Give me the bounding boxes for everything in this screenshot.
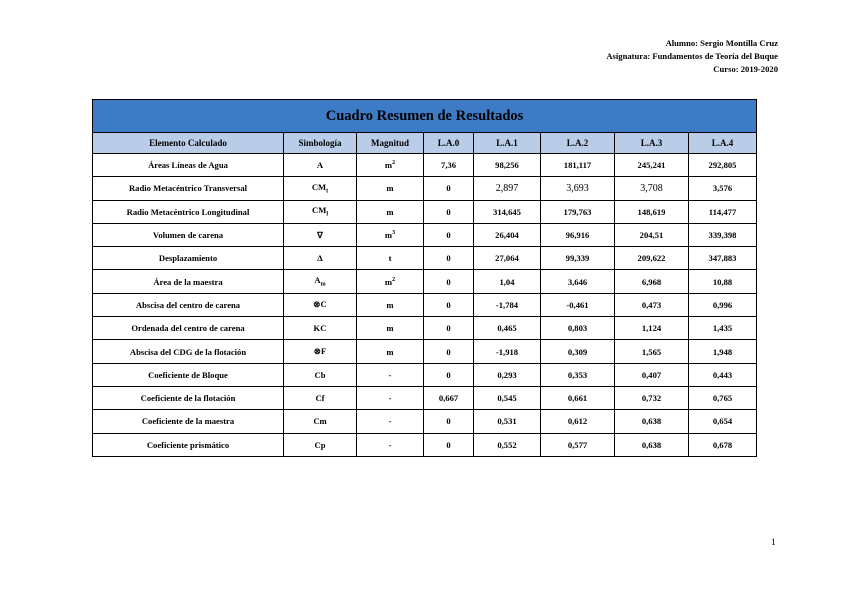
symbol: A	[316, 160, 324, 171]
symbol: ⊗F	[313, 346, 327, 357]
value-cell: 0,667	[424, 386, 474, 409]
value-cell: 10,88	[689, 270, 757, 293]
column-header: L.A.4	[689, 133, 757, 154]
symbol-cell	[284, 363, 357, 386]
symbol-cell	[284, 177, 357, 200]
column-header: Elemento Calculado	[93, 133, 284, 154]
value-cell: 99,339	[541, 247, 615, 270]
column-header: L.A.2	[541, 133, 615, 154]
symbol: CM	[312, 205, 327, 216]
unit-cell	[357, 293, 424, 316]
value-cell: 0,612	[541, 410, 615, 433]
unit-cell	[357, 270, 424, 293]
value-cell: 0,545	[474, 386, 541, 409]
element-name: Abscisa del centro de carena	[93, 293, 284, 316]
table-row	[93, 223, 757, 246]
column-header: Simbología	[284, 133, 357, 154]
unit: m	[386, 346, 394, 357]
unit: -	[388, 393, 392, 404]
value-cell: 0	[424, 317, 474, 340]
value-cell: 314,645	[474, 200, 541, 223]
unit-cell	[357, 317, 424, 340]
value-cell: 0,577	[541, 433, 615, 456]
table-row	[93, 247, 757, 270]
unit: t	[388, 253, 392, 264]
value-cell: 0,996	[689, 293, 757, 316]
unit: m	[386, 323, 394, 334]
results-table	[92, 99, 757, 457]
value-cell: 0	[424, 363, 474, 386]
value-cell: 0	[424, 247, 474, 270]
table-row	[93, 293, 757, 316]
unit-superscript: 2	[392, 276, 396, 283]
value-cell: 339,398	[689, 223, 757, 246]
value-cell: 347,883	[689, 247, 757, 270]
value-cell: 3,708	[615, 177, 689, 200]
value-cell: 245,241	[615, 154, 689, 177]
value-cell: 2,897	[474, 177, 541, 200]
value-cell: 1,565	[615, 340, 689, 363]
unit-cell	[357, 410, 424, 433]
value-cell: 0,552	[474, 433, 541, 456]
symbol: Cp	[314, 439, 326, 450]
symbol-cell	[284, 270, 357, 293]
value-cell: 1,04	[474, 270, 541, 293]
unit: m	[386, 299, 394, 310]
value-cell: 0,654	[689, 410, 757, 433]
document-header	[606, 37, 778, 76]
symbol-cell	[284, 386, 357, 409]
value-cell: 0	[424, 270, 474, 293]
symbol-cell	[284, 154, 357, 177]
unit-cell	[357, 200, 424, 223]
symbol-cell	[284, 340, 357, 363]
value-cell: 0	[424, 410, 474, 433]
page-number: 1	[771, 538, 776, 548]
element-name: Ordenada del centro de carena	[93, 317, 284, 340]
value-cell: 0,293	[474, 363, 541, 386]
unit-cell	[357, 340, 424, 363]
table-row	[93, 340, 757, 363]
value-cell: 3,693	[541, 177, 615, 200]
value-cell: -1,918	[474, 340, 541, 363]
unit: m	[384, 160, 393, 171]
table-row	[93, 433, 757, 456]
symbol-cell	[284, 200, 357, 223]
symbol: KC	[313, 323, 327, 334]
symbol-cell	[284, 223, 357, 246]
element-name: Coeficiente de la maestra	[93, 410, 284, 433]
element-name: Área de la maestra	[93, 270, 284, 293]
value-cell: 179,763	[541, 200, 615, 223]
value-cell: 98,256	[474, 154, 541, 177]
value-cell: 0	[424, 200, 474, 223]
table-row	[93, 200, 757, 223]
symbol: ∇	[317, 229, 323, 240]
value-cell: 3,646	[541, 270, 615, 293]
column-header: Magnitud	[357, 133, 424, 154]
value-cell: 1,124	[615, 317, 689, 340]
value-cell: 6,968	[615, 270, 689, 293]
value-cell: 0,803	[541, 317, 615, 340]
column-header: L.A.1	[474, 133, 541, 154]
column-header: L.A.3	[615, 133, 689, 154]
table-row	[93, 363, 757, 386]
unit-cell	[357, 177, 424, 200]
element-name: Áreas Líneas de Agua	[93, 154, 284, 177]
unit-cell	[357, 247, 424, 270]
symbol-subscript: l	[326, 212, 328, 219]
symbol-subscript: m	[320, 281, 326, 288]
value-cell: 7,36	[424, 154, 474, 177]
element-name: Coeficiente de Bloque	[93, 363, 284, 386]
column-header-row	[93, 133, 757, 154]
course-year: Curso: 2019-2020	[713, 64, 778, 74]
value-cell: 292,805	[689, 154, 757, 177]
element-name: Desplazamiento	[93, 247, 284, 270]
unit: -	[388, 439, 392, 450]
table-row	[93, 410, 757, 433]
value-cell: 209,622	[615, 247, 689, 270]
value-cell: 0,443	[689, 363, 757, 386]
value-cell: 27,064	[474, 247, 541, 270]
symbol-cell	[284, 410, 357, 433]
table-row	[93, 177, 757, 200]
symbol: Δ	[317, 253, 323, 264]
value-cell: 0,661	[541, 386, 615, 409]
unit-cell	[357, 386, 424, 409]
unit: -	[388, 369, 392, 380]
element-name: Volumen de carena	[93, 223, 284, 246]
symbol-cell	[284, 317, 357, 340]
value-cell: 181,117	[541, 154, 615, 177]
value-cell: 0,309	[541, 340, 615, 363]
unit: m	[386, 183, 394, 194]
symbol: CM	[311, 182, 327, 193]
unit: m	[386, 206, 394, 217]
table-body	[93, 154, 757, 457]
value-cell: 0,732	[615, 386, 689, 409]
value-cell: -1,784	[474, 293, 541, 316]
symbol-cell	[284, 247, 357, 270]
value-cell: 204,51	[615, 223, 689, 246]
symbol-cell	[284, 293, 357, 316]
unit-superscript: 3	[392, 230, 396, 237]
value-cell: 114,477	[689, 200, 757, 223]
subject-name: Asignatura: Fundamentos de Teoría del Buque	[606, 51, 778, 61]
student-name: Alumno: Sergio Montilla Cruz	[665, 38, 778, 48]
value-cell: 0	[424, 340, 474, 363]
value-cell: 0,765	[689, 386, 757, 409]
element-name: Coeficiente de la flotación	[93, 386, 284, 409]
element-name: Abscisa del CDG de la flotación	[93, 340, 284, 363]
symbol: Cb	[314, 369, 326, 380]
value-cell: 0,473	[615, 293, 689, 316]
unit: m	[384, 230, 393, 241]
value-cell: 0,638	[615, 433, 689, 456]
value-cell: 0	[424, 433, 474, 456]
column-header: L.A.0	[424, 133, 474, 154]
unit: m	[384, 276, 393, 287]
element-name: Radio Metacéntrico Transversal	[93, 177, 284, 200]
symbol-subscript: t	[326, 188, 329, 195]
element-name: Radio Metacéntrico Longitudinal	[93, 200, 284, 223]
table-row	[93, 317, 757, 340]
element-name: Coeficiente prismático	[93, 433, 284, 456]
table-row	[93, 386, 757, 409]
table-title: Cuadro Resumen de Resultados	[93, 100, 757, 133]
unit: -	[388, 416, 392, 427]
unit-superscript: 2	[392, 160, 396, 167]
table-row	[93, 270, 757, 293]
unit-cell	[357, 223, 424, 246]
value-cell: 148,619	[615, 200, 689, 223]
value-cell: 3,576	[689, 177, 757, 200]
value-cell: 1,948	[689, 340, 757, 363]
value-cell: 0,407	[615, 363, 689, 386]
symbol: Cf	[315, 393, 325, 404]
value-cell: 0,638	[615, 410, 689, 433]
unit-cell	[357, 433, 424, 456]
value-cell: 0,353	[541, 363, 615, 386]
table-row	[93, 154, 757, 177]
value-cell: 96,916	[541, 223, 615, 246]
symbol: A	[314, 275, 321, 286]
value-cell: -0,461	[541, 293, 615, 316]
value-cell: 0	[424, 293, 474, 316]
unit-cell	[357, 363, 424, 386]
value-cell: 1,435	[689, 317, 757, 340]
symbol: Cm	[313, 416, 327, 427]
value-cell: 0	[424, 177, 474, 200]
value-cell: 26,404	[474, 223, 541, 246]
value-cell: 0	[424, 223, 474, 246]
symbol-cell	[284, 433, 357, 456]
unit-cell	[357, 154, 424, 177]
value-cell: 0,678	[689, 433, 757, 456]
value-cell: 0,465	[474, 317, 541, 340]
value-cell: 0,531	[474, 410, 541, 433]
symbol: ⊗C	[313, 299, 327, 310]
